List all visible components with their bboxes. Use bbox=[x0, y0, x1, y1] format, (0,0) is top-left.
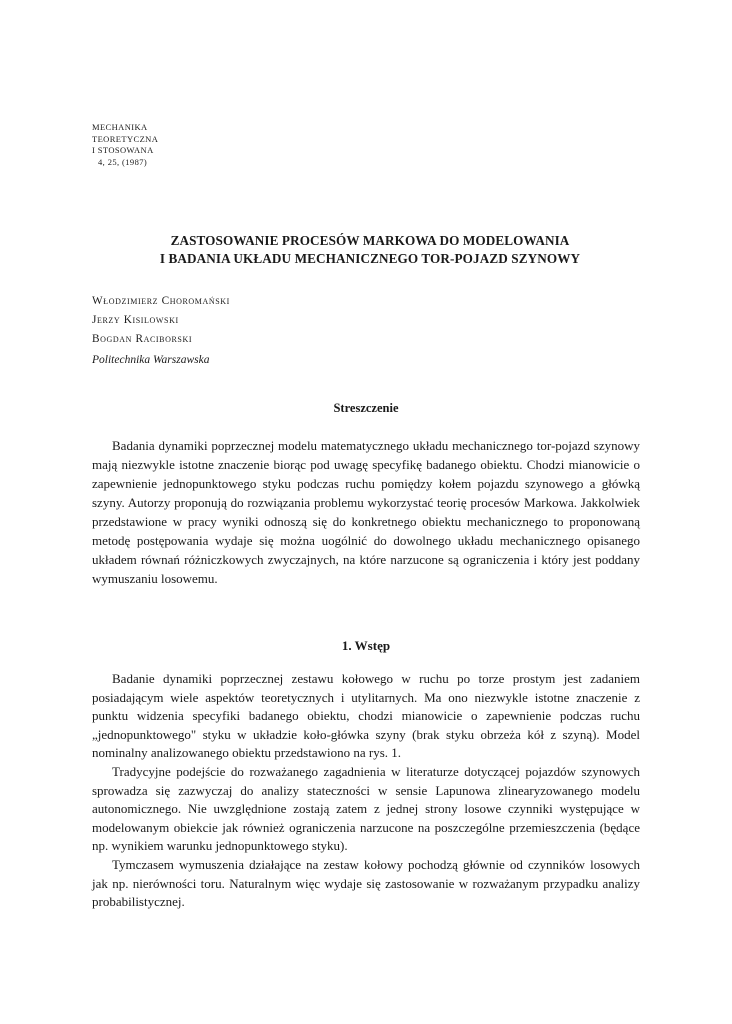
author-list bbox=[92, 292, 230, 349]
body-paragraph: Tymczasem wymuszenia działające na zestaw kołowy pochodzą głównie od czynników losowych jak np. nierówności toru. Naturalnym więc wydaje się zastosowanie w rozważanym przypadku analizy probabilistycznej. bbox=[92, 856, 640, 910]
author-name: Jerzy Kisilowski bbox=[92, 314, 179, 326]
author-name: Bogdan Raciborski bbox=[92, 333, 193, 345]
section-body bbox=[92, 670, 640, 912]
abstract-heading: Streszczenie bbox=[333, 401, 399, 415]
abstract-text: Badania dynamiki poprzecznej modelu matematycznego układu mechanicznego tor-pojazd szynowy mają niezwykle istotne znaczenie biorąc pod uwagę specyfikę badanego obiektu. Chodzi mianowicie o zapewnienie jednopunktowego styku podczas ruchu pomiędzy kołem pojazdu szynowego a główką szyny. Autorzy proponują do rozwiązania problemu wykorzystać teorię procesów Markowa. Jakkolwiek przedstawione w pracy wyniki odnoszą się do konkretnego obiektu mechanicznego to proponowaną metodę postępowania wydaje się można uogólnić do dowolnego układu mechanicznego opisanego układem równań różniczkowych zwyczajnych, na które narzucone są ograniczenia i który jest poddany wymuszaniu losowemu. bbox=[92, 438, 640, 586]
section-heading: 1. Wstęp bbox=[341, 638, 391, 653]
affiliation: Politechnika Warszawska bbox=[92, 354, 210, 366]
body-paragraph: Badanie dynamiki poprzecznej zestawu kołowego w ruchu po torze prostym jest zadaniem posiadającym wiele aspektów teoretycznych i utylitarnych. Ma ono niezwykle istotne znaczenie z punktu widzenia specyfiki badanego obiektu, chodzi mianowicie o zapewnienie podczas ruchu „jednopunktowego" styku w układzie koło-główka szyny (brak styku obrzeża kół z szyną). Model nominalny analizowanego obiektu przedstawiono na rys. 1. bbox=[92, 671, 640, 761]
journal-volume: 4, 25, (1987) bbox=[98, 156, 148, 167]
paper-title bbox=[80, 232, 660, 268]
paper-title-line-2: I BADANIA UKŁADU MECHANICZNEGO TOR-POJAZD SZYNOWY bbox=[159, 251, 581, 266]
author-name: Włodzimierz Choromański bbox=[92, 295, 230, 307]
journal-name-line-3: I STOSOWANA bbox=[92, 145, 154, 155]
paper-title-line-1: ZASTOSOWANIE PROCESÓW MARKOWA DO MODELOWANIA bbox=[170, 233, 570, 248]
body-paragraph: Tradycyjne podejście do rozważanego zagadnienia w literaturze dotyczącej pojazdów szynowych sprowadza się zazwyczaj do analizy stateczności w sensie Lapunowa zlinearyzowanego modelu autonomicznego. Nie uwzględnione zostają zatem z jednej strony losowe czynniki występujące w modelowanym obiekcie jak również ograniczenia narzucone na poszczególne przemieszczenia (będące np. wynikiem warunku jednopunktowego styku). bbox=[92, 763, 640, 854]
journal-name-line-1: MECHANIKA bbox=[92, 122, 148, 132]
journal-header bbox=[92, 122, 158, 168]
journal-name-line-2: TEORETYCZNA bbox=[92, 133, 159, 144]
